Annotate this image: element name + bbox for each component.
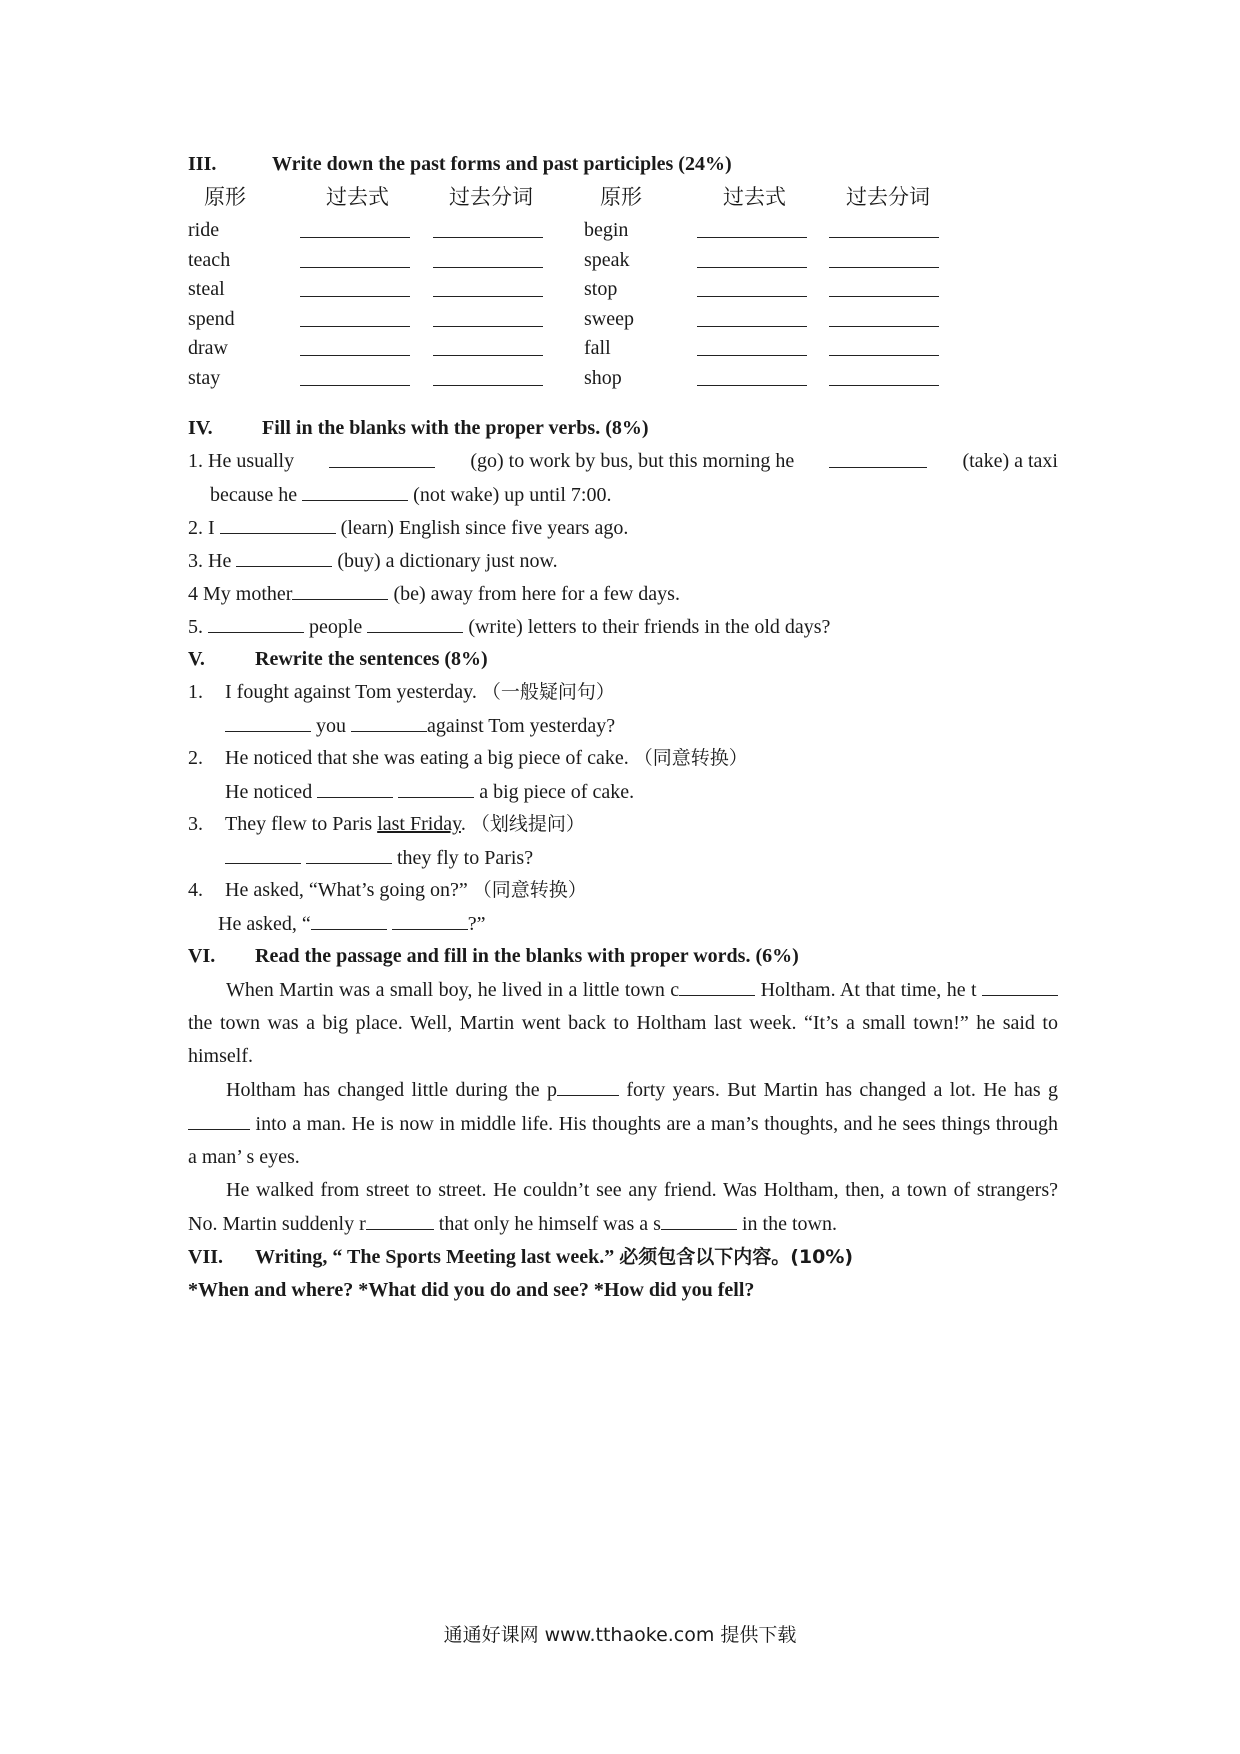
question-4-1-cont xyxy=(188,478,1058,511)
question-5-3 xyxy=(188,808,1058,841)
header-past-form: 过去式 xyxy=(723,185,786,209)
text: 4 My mother xyxy=(188,583,293,605)
section-3-heading xyxy=(188,148,1058,181)
hint: （划线提问） xyxy=(470,813,585,835)
answer-blank[interactable] xyxy=(679,973,755,996)
answer-blank[interactable] xyxy=(433,354,543,356)
answer-blank[interactable] xyxy=(208,610,304,633)
section-5-heading xyxy=(188,643,1058,676)
section-5-number: V. xyxy=(188,648,205,670)
answer-blank[interactable] xyxy=(697,295,807,297)
verb-forms-table xyxy=(188,181,1058,412)
verb-base-form: draw xyxy=(188,337,228,359)
answer-blank[interactable] xyxy=(236,544,332,567)
text: 2. I xyxy=(188,517,215,539)
section-7-heading xyxy=(188,1241,1058,1274)
question-4-5 xyxy=(188,610,1058,643)
underlined-text: last Friday xyxy=(377,813,461,835)
answer-blank[interactable] xyxy=(317,775,393,798)
text: He noticed that she was eating a big piece of cake. xyxy=(225,747,629,769)
header-base-form: 原形 xyxy=(204,185,246,209)
answer-blank[interactable] xyxy=(829,354,939,356)
answer-blank[interactable] xyxy=(661,1207,737,1230)
verb-base-form: fall xyxy=(584,337,611,359)
section-7-instruction: 必须包含以下内容。(10%) xyxy=(619,1246,854,1268)
header-past-participle: 过去分词 xyxy=(449,185,533,209)
answer-blank[interactable] xyxy=(367,610,463,633)
passage-paragraph xyxy=(188,1073,1058,1174)
text: (take) a taxi xyxy=(962,450,1058,472)
answer-blank[interactable] xyxy=(225,709,311,732)
question-4-2 xyxy=(188,511,1058,544)
verb-base-form: ride xyxy=(188,219,220,241)
answer-5-1 xyxy=(188,709,1058,742)
answer-blank[interactable] xyxy=(398,775,474,798)
header-past-participle: 过去分词 xyxy=(846,185,930,209)
text: He asked, “What’s going on?” xyxy=(225,879,468,901)
answer-blank[interactable] xyxy=(829,445,927,468)
section-4-number: IV. xyxy=(188,417,213,439)
question-5-1 xyxy=(188,676,1058,709)
answer-blank[interactable] xyxy=(697,325,807,327)
answer-blank[interactable] xyxy=(225,841,301,864)
text: I fought against Tom yesterday. xyxy=(225,681,477,703)
question-number: 1. xyxy=(188,681,203,703)
passage xyxy=(188,973,1058,1241)
answer-blank[interactable] xyxy=(829,266,939,268)
text: (buy) a dictionary just now. xyxy=(337,550,558,572)
text: . xyxy=(460,813,466,835)
text: 1. He usually xyxy=(188,450,295,472)
text: into a man. He is now in middle life. His thoughts are a man’s thoughts, and he sees things through a man’ s eyes. xyxy=(188,1113,1059,1168)
answer-blank[interactable] xyxy=(557,1073,619,1096)
text: against Tom yesterday? xyxy=(427,715,616,737)
passage-paragraph xyxy=(188,973,1058,1073)
writing-prompt: *When and where? *What did you do and see? *How did you fell? xyxy=(188,1279,755,1301)
question-number: 2. xyxy=(188,747,203,769)
text: Holtham. At that time, he t xyxy=(760,979,977,1001)
section-3-number: III. xyxy=(188,153,217,175)
answer-blank[interactable] xyxy=(188,1107,250,1130)
answer-blank[interactable] xyxy=(302,478,408,501)
answer-blank[interactable] xyxy=(220,511,336,534)
text: in the town. xyxy=(741,1213,837,1235)
hint: （一般疑问句） xyxy=(481,681,615,703)
answer-blank[interactable] xyxy=(433,325,543,327)
text: the town was a big place. Well, Martin went back to Holtham last week. “It’s a small town!” he said to himself. xyxy=(188,1012,1058,1067)
answer-blank[interactable] xyxy=(697,354,807,356)
hint: （同意转换） xyxy=(633,747,748,769)
text: (write) letters to their friends in the old days? xyxy=(468,616,831,638)
verb-base-form: begin xyxy=(584,219,629,241)
answer-blank[interactable] xyxy=(311,907,387,930)
answer-blank[interactable] xyxy=(829,384,939,386)
text: people xyxy=(309,616,363,638)
answer-blank[interactable] xyxy=(300,236,410,238)
text: forty years. But Martin has changed a lot. He has g xyxy=(626,1079,1059,1101)
text: (learn) English since five years ago. xyxy=(340,517,629,539)
text: that only he himself was a s xyxy=(438,1213,661,1235)
verb-base-form: stop xyxy=(584,278,618,300)
text: a big piece of cake. xyxy=(479,781,635,803)
text: He asked, “ xyxy=(218,913,311,935)
header-past-form: 过去式 xyxy=(326,185,389,209)
question-4-1 xyxy=(188,445,1058,478)
question-4-4 xyxy=(188,577,1058,610)
text: When Martin was a small boy, he lived in a little town c xyxy=(226,979,680,1001)
answer-blank[interactable] xyxy=(392,907,468,930)
answer-blank[interactable] xyxy=(829,325,939,327)
answer-blank[interactable] xyxy=(300,354,410,356)
text: 5. xyxy=(188,616,203,638)
text: (go) to work by bus, but this morning he xyxy=(470,450,795,472)
verb-base-form: speak xyxy=(584,248,630,271)
answer-blank[interactable] xyxy=(300,295,410,297)
section-7-title: Writing, “ The Sports Meeting last week.” xyxy=(255,1246,615,1268)
verb-base-form: teach xyxy=(188,248,231,271)
answer-5-2 xyxy=(188,775,1058,808)
verb-base-form: shop xyxy=(584,366,622,389)
question-number: 4. xyxy=(188,879,203,901)
answer-blank[interactable] xyxy=(829,295,939,297)
answer-blank[interactable] xyxy=(306,841,392,864)
section-6-heading xyxy=(188,940,1058,973)
answer-blank[interactable] xyxy=(982,973,1058,996)
answer-blank[interactable] xyxy=(829,236,939,238)
text: (be) away from here for a few days. xyxy=(393,583,680,605)
answer-blank[interactable] xyxy=(292,577,388,600)
section-3-title: Write down the past forms and past participles (24%) xyxy=(272,153,732,175)
verb-base-form: stay xyxy=(188,366,221,389)
text: ?” xyxy=(467,913,486,935)
text: 3. He xyxy=(188,550,232,572)
section-6-number: VI. xyxy=(188,945,216,967)
question-4-3 xyxy=(188,544,1058,577)
answer-blank[interactable] xyxy=(697,236,807,238)
question-5-4 xyxy=(188,874,1058,907)
hint: （同意转换） xyxy=(472,879,587,901)
text: they fly to Paris? xyxy=(397,847,534,869)
section-4-title: Fill in the blanks with the proper verbs. (8%) xyxy=(262,417,649,439)
answer-blank[interactable] xyxy=(300,325,410,327)
answer-blank[interactable] xyxy=(433,384,543,386)
answer-blank[interactable] xyxy=(366,1207,434,1230)
text: you xyxy=(316,715,346,737)
header-base-form: 原形 xyxy=(600,185,642,209)
question-number: 3. xyxy=(188,813,203,835)
answer-blank[interactable] xyxy=(300,384,410,386)
verb-base-form: spend xyxy=(188,307,235,330)
section-5-title: Rewrite the sentences (8%) xyxy=(255,648,488,670)
answer-blank[interactable] xyxy=(697,266,807,268)
answer-5-4 xyxy=(188,907,1058,940)
passage-paragraph xyxy=(188,1174,1058,1241)
verb-base-form: sweep xyxy=(584,307,634,330)
verb-base-form: steal xyxy=(188,278,225,300)
text: Holtham has changed little during the p xyxy=(226,1079,557,1101)
text: They flew to Paris xyxy=(225,813,373,835)
section-6-title: Read the passage and fill in the blanks with proper words. (6%) xyxy=(255,945,799,967)
answer-blank[interactable] xyxy=(329,445,435,468)
answer-blank[interactable] xyxy=(433,266,543,268)
section-4-heading xyxy=(188,412,1058,445)
text: (not wake) up until 7:00. xyxy=(413,484,612,506)
question-5-2 xyxy=(188,742,1058,775)
section-7-number: VII. xyxy=(188,1246,224,1268)
answer-blank[interactable] xyxy=(351,709,427,732)
page-footer: 通通好课网 www.tthaoke.com 提供下载 xyxy=(443,1624,797,1646)
text: He walked from street to street. He couldn’t see any friend. Was Holtham, then, a town of strangers? No. Martin suddenly r xyxy=(188,1179,1058,1235)
answer-blank[interactable] xyxy=(697,384,807,386)
answer-blank[interactable] xyxy=(433,295,543,297)
answer-5-3 xyxy=(188,841,1058,874)
answer-blank[interactable] xyxy=(433,236,543,238)
text: He noticed xyxy=(225,781,313,803)
text: because he xyxy=(210,484,298,506)
worksheet-page xyxy=(188,148,1058,1307)
answer-blank[interactable] xyxy=(300,266,410,268)
